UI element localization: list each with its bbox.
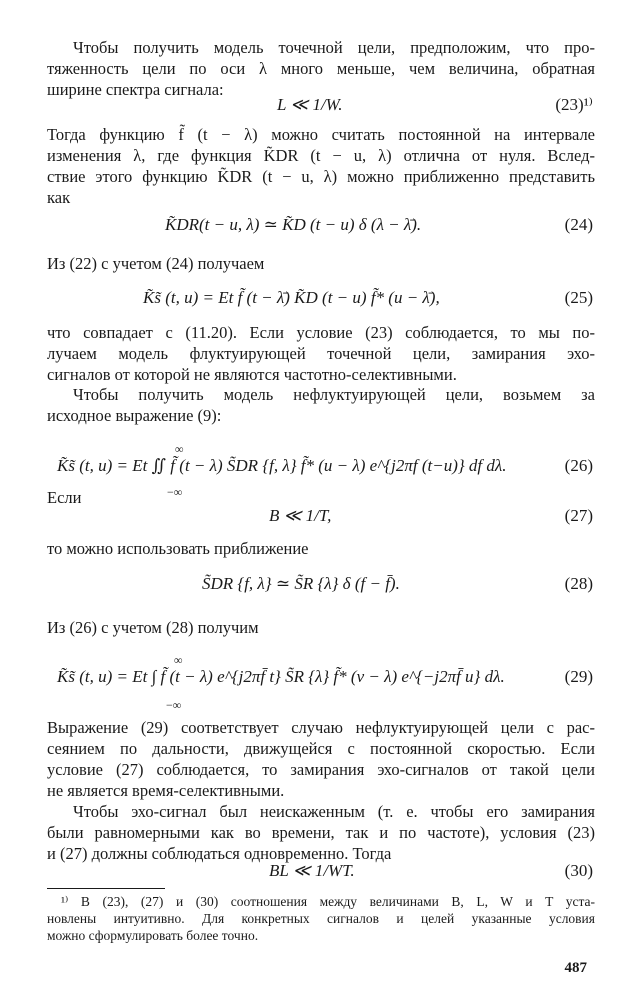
text-line: как	[47, 188, 71, 207]
text-line: лучаем модель флуктуирующей точечной цели, замирания эхо-	[47, 344, 595, 363]
text-line: тяженность цели по оси λ много меньше, чем величина, обратная	[47, 59, 595, 78]
paragraph-approximation	[47, 538, 595, 559]
paragraph-from-22	[47, 253, 595, 274]
text-line: сеянием по дальности, движущейся с постоянной скоростью. Если	[47, 739, 595, 758]
equation-number: (23)¹⁾	[555, 95, 593, 114]
equation-23	[47, 92, 595, 118]
text-line: сигналов от которой не являются частотно-селективными.	[47, 365, 457, 384]
equation-number: (28)	[564, 574, 593, 593]
paragraph-undistorted-echo	[47, 801, 595, 864]
equation-27	[47, 503, 595, 529]
text-line: Из (26) с учетом (28) получим	[47, 618, 259, 637]
equation-25	[47, 285, 595, 311]
integral-lower-limit: −∞	[166, 698, 182, 712]
equation-formula: S̃DR {f, λ} ≃ S̃R {λ} δ (f − f̄).	[202, 574, 400, 593]
text-line: изменения λ, где функция K̃DR (t − u, λ) отлична от нуля. Вслед-	[47, 146, 595, 165]
equation-formula: K̃s̃ (t, u) = Et ∫ f̃ (t − λ) e^{j2πf̄ t} S̃R {λ} f̃* (v − λ) e^{−j2πf̄ u} dλ.	[57, 667, 505, 686]
paragraph-from-26	[47, 617, 595, 638]
text-line: не является время-селективными.	[47, 781, 285, 800]
text-line: Тогда функцию f̃ (t − λ) можно считать постоянной на интервале	[47, 125, 595, 144]
footnote-line: ¹⁾ В (23), (27) и (30) соотношения между величинами B, L, W и T уста-	[61, 894, 595, 909]
paragraph-expression-29	[47, 717, 595, 801]
equation-number: (29)	[564, 667, 593, 686]
equation-formula: K̃DR(t − u, λ) ≃ K̃D (t − u) δ (λ − λ̄).	[165, 215, 422, 234]
equation-formula: K̃s̃ (t, u) = Et ∬ f̃ (t − λ) S̃DR {f, λ} f̃* (u − λ) e^{j2πf (t−u)} df dλ.	[57, 456, 507, 475]
equation-30	[47, 858, 595, 884]
page-number: 487	[564, 960, 587, 976]
equation-29	[47, 647, 595, 712]
equation-28	[47, 571, 595, 597]
paragraph-point-target	[47, 37, 595, 100]
equation-formula: BL ≪ 1/WT.	[269, 861, 355, 880]
text-line: то можно использовать приближение	[47, 539, 309, 558]
text-line: исходное выражение (9):	[47, 406, 222, 425]
text-line: условие (27) соблюдается, то замирания эхо-сигналов от такой цели	[47, 760, 595, 779]
equation-number: (30)	[564, 861, 593, 880]
equation-formula: K̃s̃ (t, u) = Et f̃ (t − λ̄) K̃D (t − u) f̃* (u − λ̄),	[143, 288, 440, 307]
text-line: ствие этого функцию K̃DR (t − u, λ) можно приближенно представить	[47, 167, 595, 186]
footnote	[47, 893, 595, 944]
paragraph-function-approx	[47, 124, 595, 208]
paragraph-fluctuating-target	[47, 322, 595, 385]
text-line: Выражение (29) соответствует случаю нефлуктуирующей цели с рас-	[47, 718, 595, 737]
equation-number: (24)	[564, 215, 593, 234]
text-line: Из (22) с учетом (24) получаем	[47, 254, 265, 273]
footnote-line: новлены интуитивно. Для конкретных сигналов и целей указанные условия	[47, 911, 595, 926]
equation-formula: L ≪ 1/W.	[277, 95, 343, 114]
text-line: были равномерными как во времени, так и по частоте), условия (23)	[47, 823, 595, 842]
text-line: Если	[47, 488, 82, 507]
equation-24	[47, 212, 595, 238]
integral-lower-limit: −∞	[167, 485, 183, 499]
equation-formula: B ≪ 1/T,	[269, 506, 332, 525]
text-line: и (27) должны соблюдаться одновременно. Тогда	[47, 844, 392, 863]
equation-number: (27)	[564, 506, 593, 525]
footnote-line: можно сформулировать более точно.	[47, 928, 259, 943]
equation-number: (26)	[564, 456, 593, 475]
footnote-separator	[47, 888, 165, 889]
equation-number: (25)	[564, 288, 593, 307]
integral-upper-limit: ∞	[174, 653, 183, 667]
text-line: Чтобы получить модель нефлуктуирующей цели, возьмем за	[73, 385, 595, 404]
text-line: Чтобы получить модель точечной цели, предположим, что про-	[73, 38, 595, 57]
text-line: ширине спектра сигнала:	[47, 80, 224, 99]
text-line: Чтобы эхо-сигнал был неискаженным (т. е. чтобы его замирания	[73, 802, 595, 821]
integral-upper-limit: ∞	[175, 442, 184, 456]
text-line: что совпадает с (11.20). Если условие (23) соблюдается, то мы по-	[47, 323, 595, 342]
paragraph-nonfluctuating-target	[47, 384, 595, 426]
